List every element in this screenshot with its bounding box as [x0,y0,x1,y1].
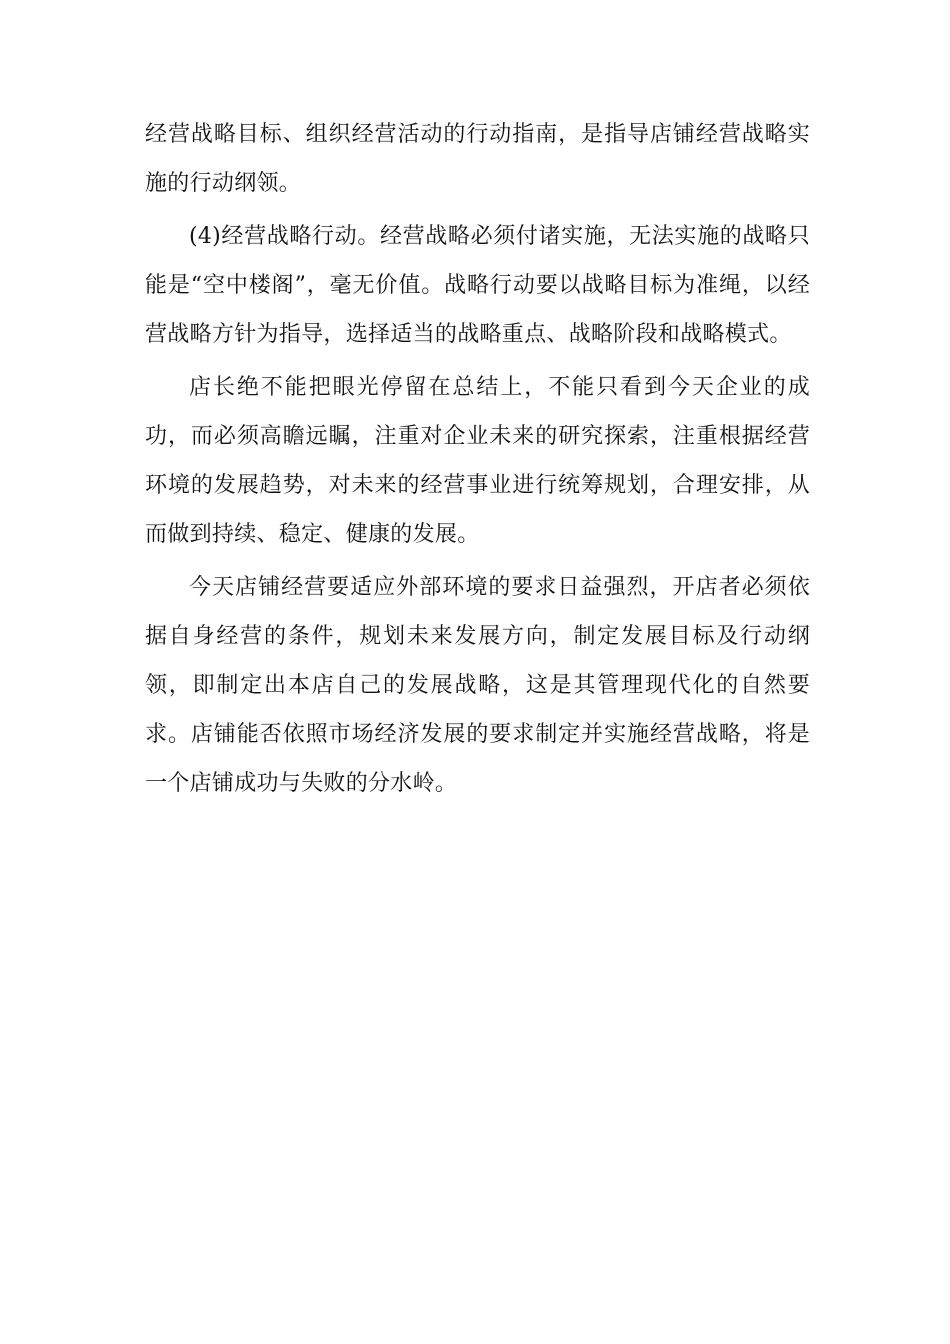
paragraph-store-manager: 店长绝不能把眼光停留在总结上，不能只看到今天企业的成功，而必须高瞻远瞩，注重对企业未来的研究探索，注重根据经营环境的发展趋势，对未来的经营事业进行统筹规划，合理安排，从而做到持续、稳定、健康的发展。 [145,375,810,547]
paragraph-continuation: 经营战略目标、组织经营活动的行动指南，是指导店铺经营战略实施的行动纲领。 [145,122,810,196]
paragraph-strategy-action: (4)经营战略行动。经营战略必须付诸实施，无法实施的战略只能是“空中楼阁”，毫无价值。战略行动要以战略目标为准绳，以经营战略方针为指导，选择适当的战略重点、战略阶段和战略模式。 [145,224,810,347]
document-body [145,110,810,808]
paragraph-store-operation: 今天店铺经营要适应外部环境的要求日益强烈，开店者必须依据自身经营的条件，规划未来发展方向，制定发展目标及行动纲领，即制定出本店自己的发展战略，这是其管理现代化的自然要求。店铺能否依照市场经济发展的要求制定并实施经营战略，将是一个店铺成功与失败的分水岭。 [145,575,810,796]
